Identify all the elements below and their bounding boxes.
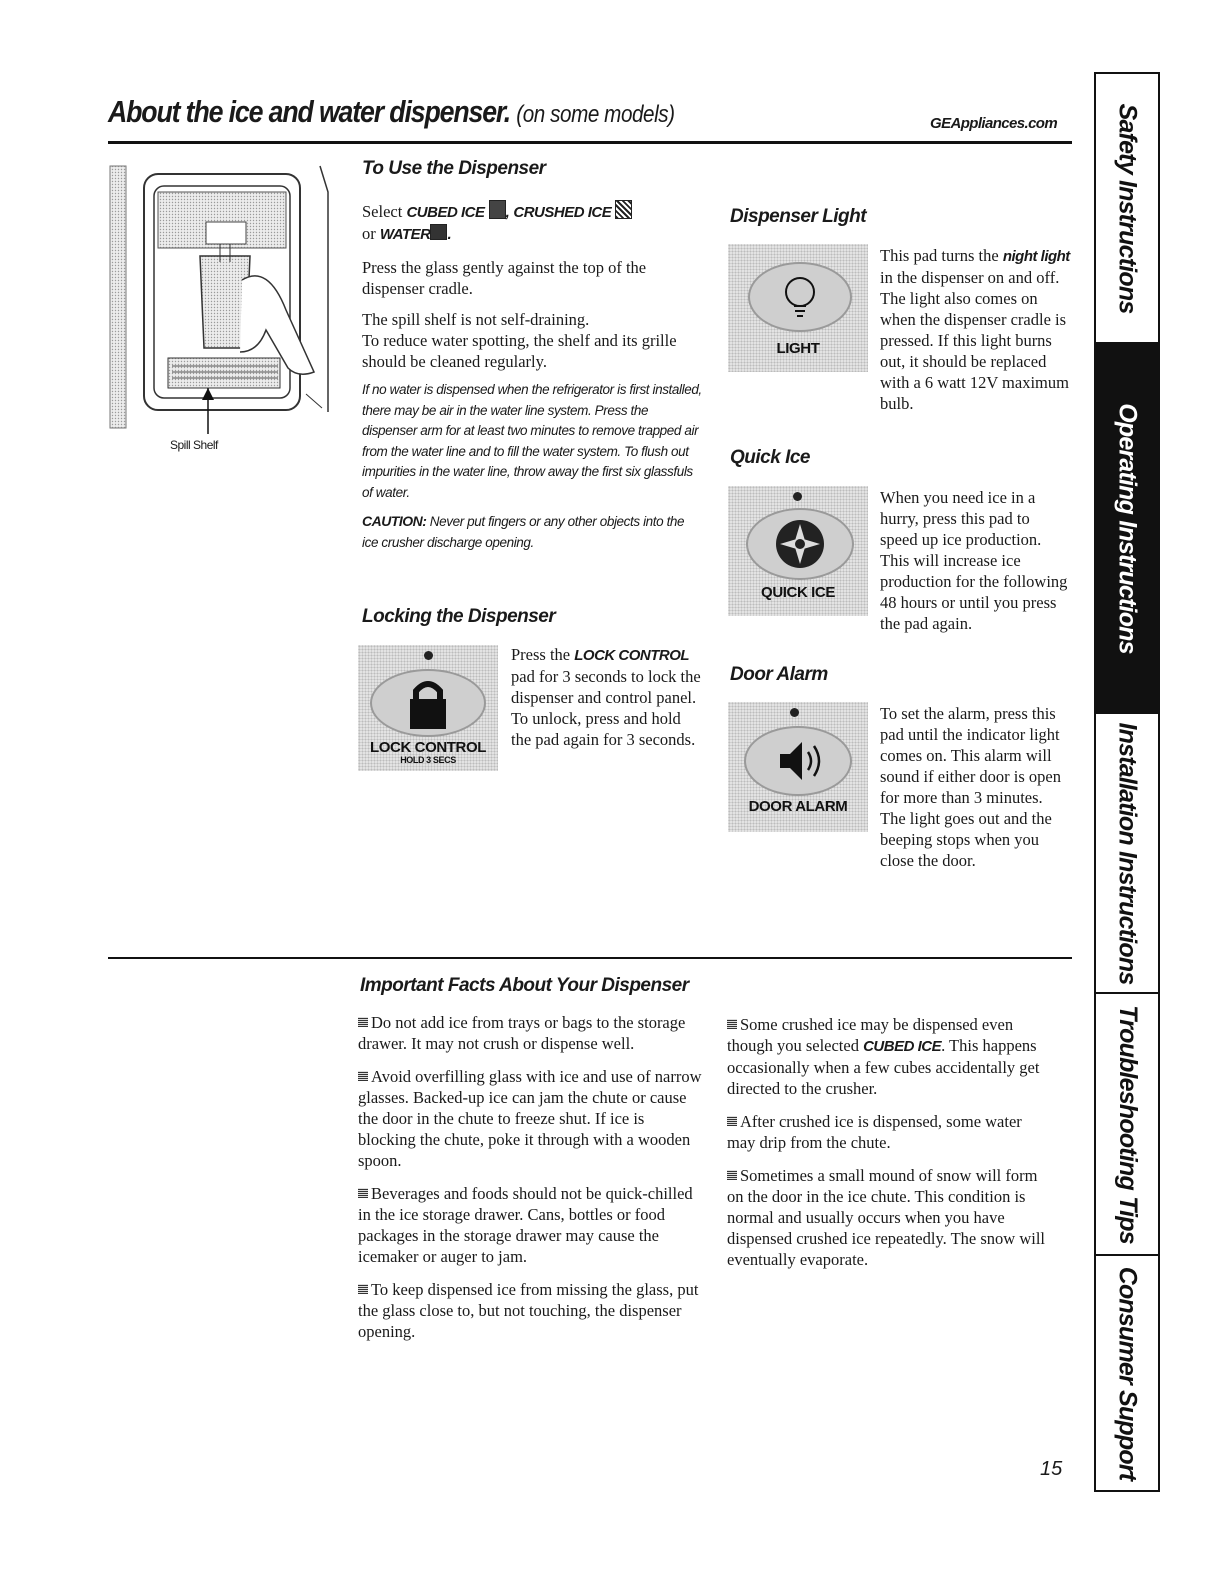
water-icon xyxy=(430,224,447,240)
quick-ice-heading: Quick Ice xyxy=(730,447,810,468)
door-alarm-pad-label: DOOR ALARM xyxy=(748,798,848,815)
bullet-icon xyxy=(358,1284,368,1294)
lock-indicator-light xyxy=(424,651,433,660)
bullet-icon xyxy=(358,1071,368,1081)
website-url: GEAppliances.com xyxy=(930,115,1058,132)
lock-pad-label: LOCK CONTROL xyxy=(369,739,487,756)
door-alarm-text: To set the alarm, press this pad until the indicator light comes on. This alarm will sound if either door is open for more than 3 minutes. The light goes out and the beeping stops when you close the door. xyxy=(880,704,1062,870)
select-prefix: Select xyxy=(362,202,403,221)
facts-right-column xyxy=(727,1014,1047,1282)
section-divider xyxy=(108,957,1072,959)
light-button-oval xyxy=(748,262,852,332)
lock-button-oval xyxy=(370,669,486,737)
locking-text xyxy=(511,644,701,750)
or-text: or xyxy=(362,224,376,243)
dispenser-figure xyxy=(108,162,344,442)
dispenser-illustration xyxy=(108,162,344,442)
use-dispenser-heading: To Use the Dispenser xyxy=(362,158,546,179)
water-label: WATER xyxy=(379,226,431,243)
caution-label: CAUTION: xyxy=(362,513,427,529)
lock-pad-sublabel: HOLD 3 SECS xyxy=(400,755,456,765)
light-text-rest: in the dispenser on and off. The light also comes on when the dispenser cradle is pressed. If this light burns out, it should be replaced with a 6 watt 12V maximum bulb. xyxy=(880,268,1069,413)
bullet-icon xyxy=(358,1188,368,1198)
light-text-prefix: This pad turns the xyxy=(880,246,999,265)
facts-left-column xyxy=(358,1012,703,1354)
lock-icon xyxy=(372,671,484,735)
quick-ice-text: When you need ice in a hurry, press this pad to speed up ice production. This will increase ice production for the following 48 hours or until you press the pad again. xyxy=(880,488,1068,633)
spill-shelf-text-1: The spill shelf is not self-draining. xyxy=(362,310,590,329)
facts-heading: Important Facts About Your Dispenser xyxy=(360,975,689,996)
tab-operating-instructions[interactable]: Operating Instructions xyxy=(1096,344,1158,714)
spill-shelf-text-2: To reduce water spotting, the shelf and its grille should be cleaned regularly. xyxy=(362,331,677,371)
light-pad-label: LIGHT xyxy=(776,340,820,357)
select-instruction xyxy=(362,200,702,245)
tab-consumer-support[interactable]: Consumer Support xyxy=(1113,1266,1142,1480)
locking-text-prefix: Press the xyxy=(511,645,571,664)
locking-heading: Locking the Dispenser xyxy=(362,606,556,627)
crushed-ice-label: CRUSHED ICE xyxy=(513,204,612,221)
fact-item: Beverages and foods should not be quick-chilled in the ice storage drawer. Cans, bottles or food packages in the storage drawer may cause the icemaker or auger to jam. xyxy=(358,1184,693,1266)
light-bulb-icon xyxy=(750,264,850,330)
fact-item: Avoid overfilling glass with ice and use of narrow glasses. Backed-up ice can jam the chute or cause the door in the chute to freeze shut. If ice is blocking the chute, poke it through with a wooden spoon. xyxy=(358,1067,702,1170)
spill-shelf-callout: Spill Shelf xyxy=(170,438,218,452)
caution-note xyxy=(362,511,702,553)
page-number: 15 xyxy=(1040,1458,1063,1480)
spill-shelf-text xyxy=(362,309,677,372)
tab-installation-instructions[interactable]: Installation Instructions xyxy=(1096,714,1158,994)
bullet-icon xyxy=(727,1170,737,1180)
quick-ice-button-oval xyxy=(746,508,854,580)
lock-control-label: LOCK CONTROL xyxy=(574,647,690,664)
fact-item: Some crushed ice may be dispensed even though you selected CUBED ICE. This happens occasionally when a few cubes accidentally get directed to the crusher. xyxy=(727,1015,1040,1098)
page-title-main: About the ice and water dispenser. xyxy=(108,94,510,129)
door-alarm-heading: Door Alarm xyxy=(730,664,828,685)
cubed-ice-label: CUBED ICE xyxy=(406,204,485,221)
use-dispenser-section xyxy=(362,200,702,563)
bullet-icon xyxy=(358,1017,368,1027)
bullet-icon xyxy=(727,1116,737,1126)
header-rule xyxy=(108,141,1072,144)
page-title-subtitle: (on some models) xyxy=(516,101,675,128)
dispenser-light-text xyxy=(880,245,1070,414)
air-note: If no water is dispensed when the refrigerator is first installed, there may be air in the water line system. Press the dispenser arm for at least two minutes to remove trapped air from the water line and to fill the water system. To flush out impurities in the water line, throw away the first six glassfuls of water. xyxy=(362,382,702,500)
separator-comma: , xyxy=(505,204,510,221)
alarm-button-oval xyxy=(744,726,852,796)
night-light-label: night light xyxy=(1002,248,1070,265)
quick-ice-pad[interactable] xyxy=(728,486,868,616)
lock-control-pad[interactable] xyxy=(358,645,498,771)
tab-troubleshooting-tips[interactable]: Troubleshooting Tips xyxy=(1096,994,1158,1256)
quick-ice-pad-label: QUICK ICE xyxy=(761,584,835,601)
fact-item: After crushed ice is dispensed, some water may drip from the chute. xyxy=(727,1112,1022,1152)
caution-text: Never put fingers or any other objects into the ice crusher discharge opening. xyxy=(362,514,685,550)
dispenser-light-heading: Dispenser Light xyxy=(730,206,867,227)
speaker-icon xyxy=(746,728,850,794)
light-pad[interactable] xyxy=(728,244,868,372)
page-title xyxy=(108,94,675,130)
alarm-indicator-light xyxy=(790,708,799,717)
fact-item: Do not add ice from trays or bags to the storage drawer. It may not crush or dispense well. xyxy=(358,1013,686,1053)
fact-item: To keep dispensed ice from missing the glass, put the glass close to, but not touching, the dispenser opening. xyxy=(358,1280,699,1341)
door-alarm-pad[interactable] xyxy=(728,702,868,832)
press-glass-text: Press the glass gently against the top of the dispenser cradle. xyxy=(362,258,647,298)
bullet-icon xyxy=(727,1019,737,1029)
locking-text-rest: pad for 3 seconds to lock the dispenser and control panel. To unlock, press and hold the pad again for 3 seconds. xyxy=(511,667,701,749)
crushed-ice-icon xyxy=(615,200,632,219)
section-tabs xyxy=(1094,72,1160,1492)
select-period: . xyxy=(447,226,452,243)
quick-ice-indicator-light xyxy=(793,492,802,501)
cubed-ice-label: CUBED ICE xyxy=(863,1038,942,1055)
tab-safety-instructions[interactable]: Safety Instructions xyxy=(1096,74,1158,344)
fan-icon xyxy=(748,510,852,578)
cubed-ice-icon xyxy=(489,200,506,219)
fact-item: Sometimes a small mound of snow will form on the door in the ice chute. This condition is normal and usually occurs when you have dispensed crushed ice repeatedly. The snow will eventually evaporate. xyxy=(727,1166,1045,1269)
